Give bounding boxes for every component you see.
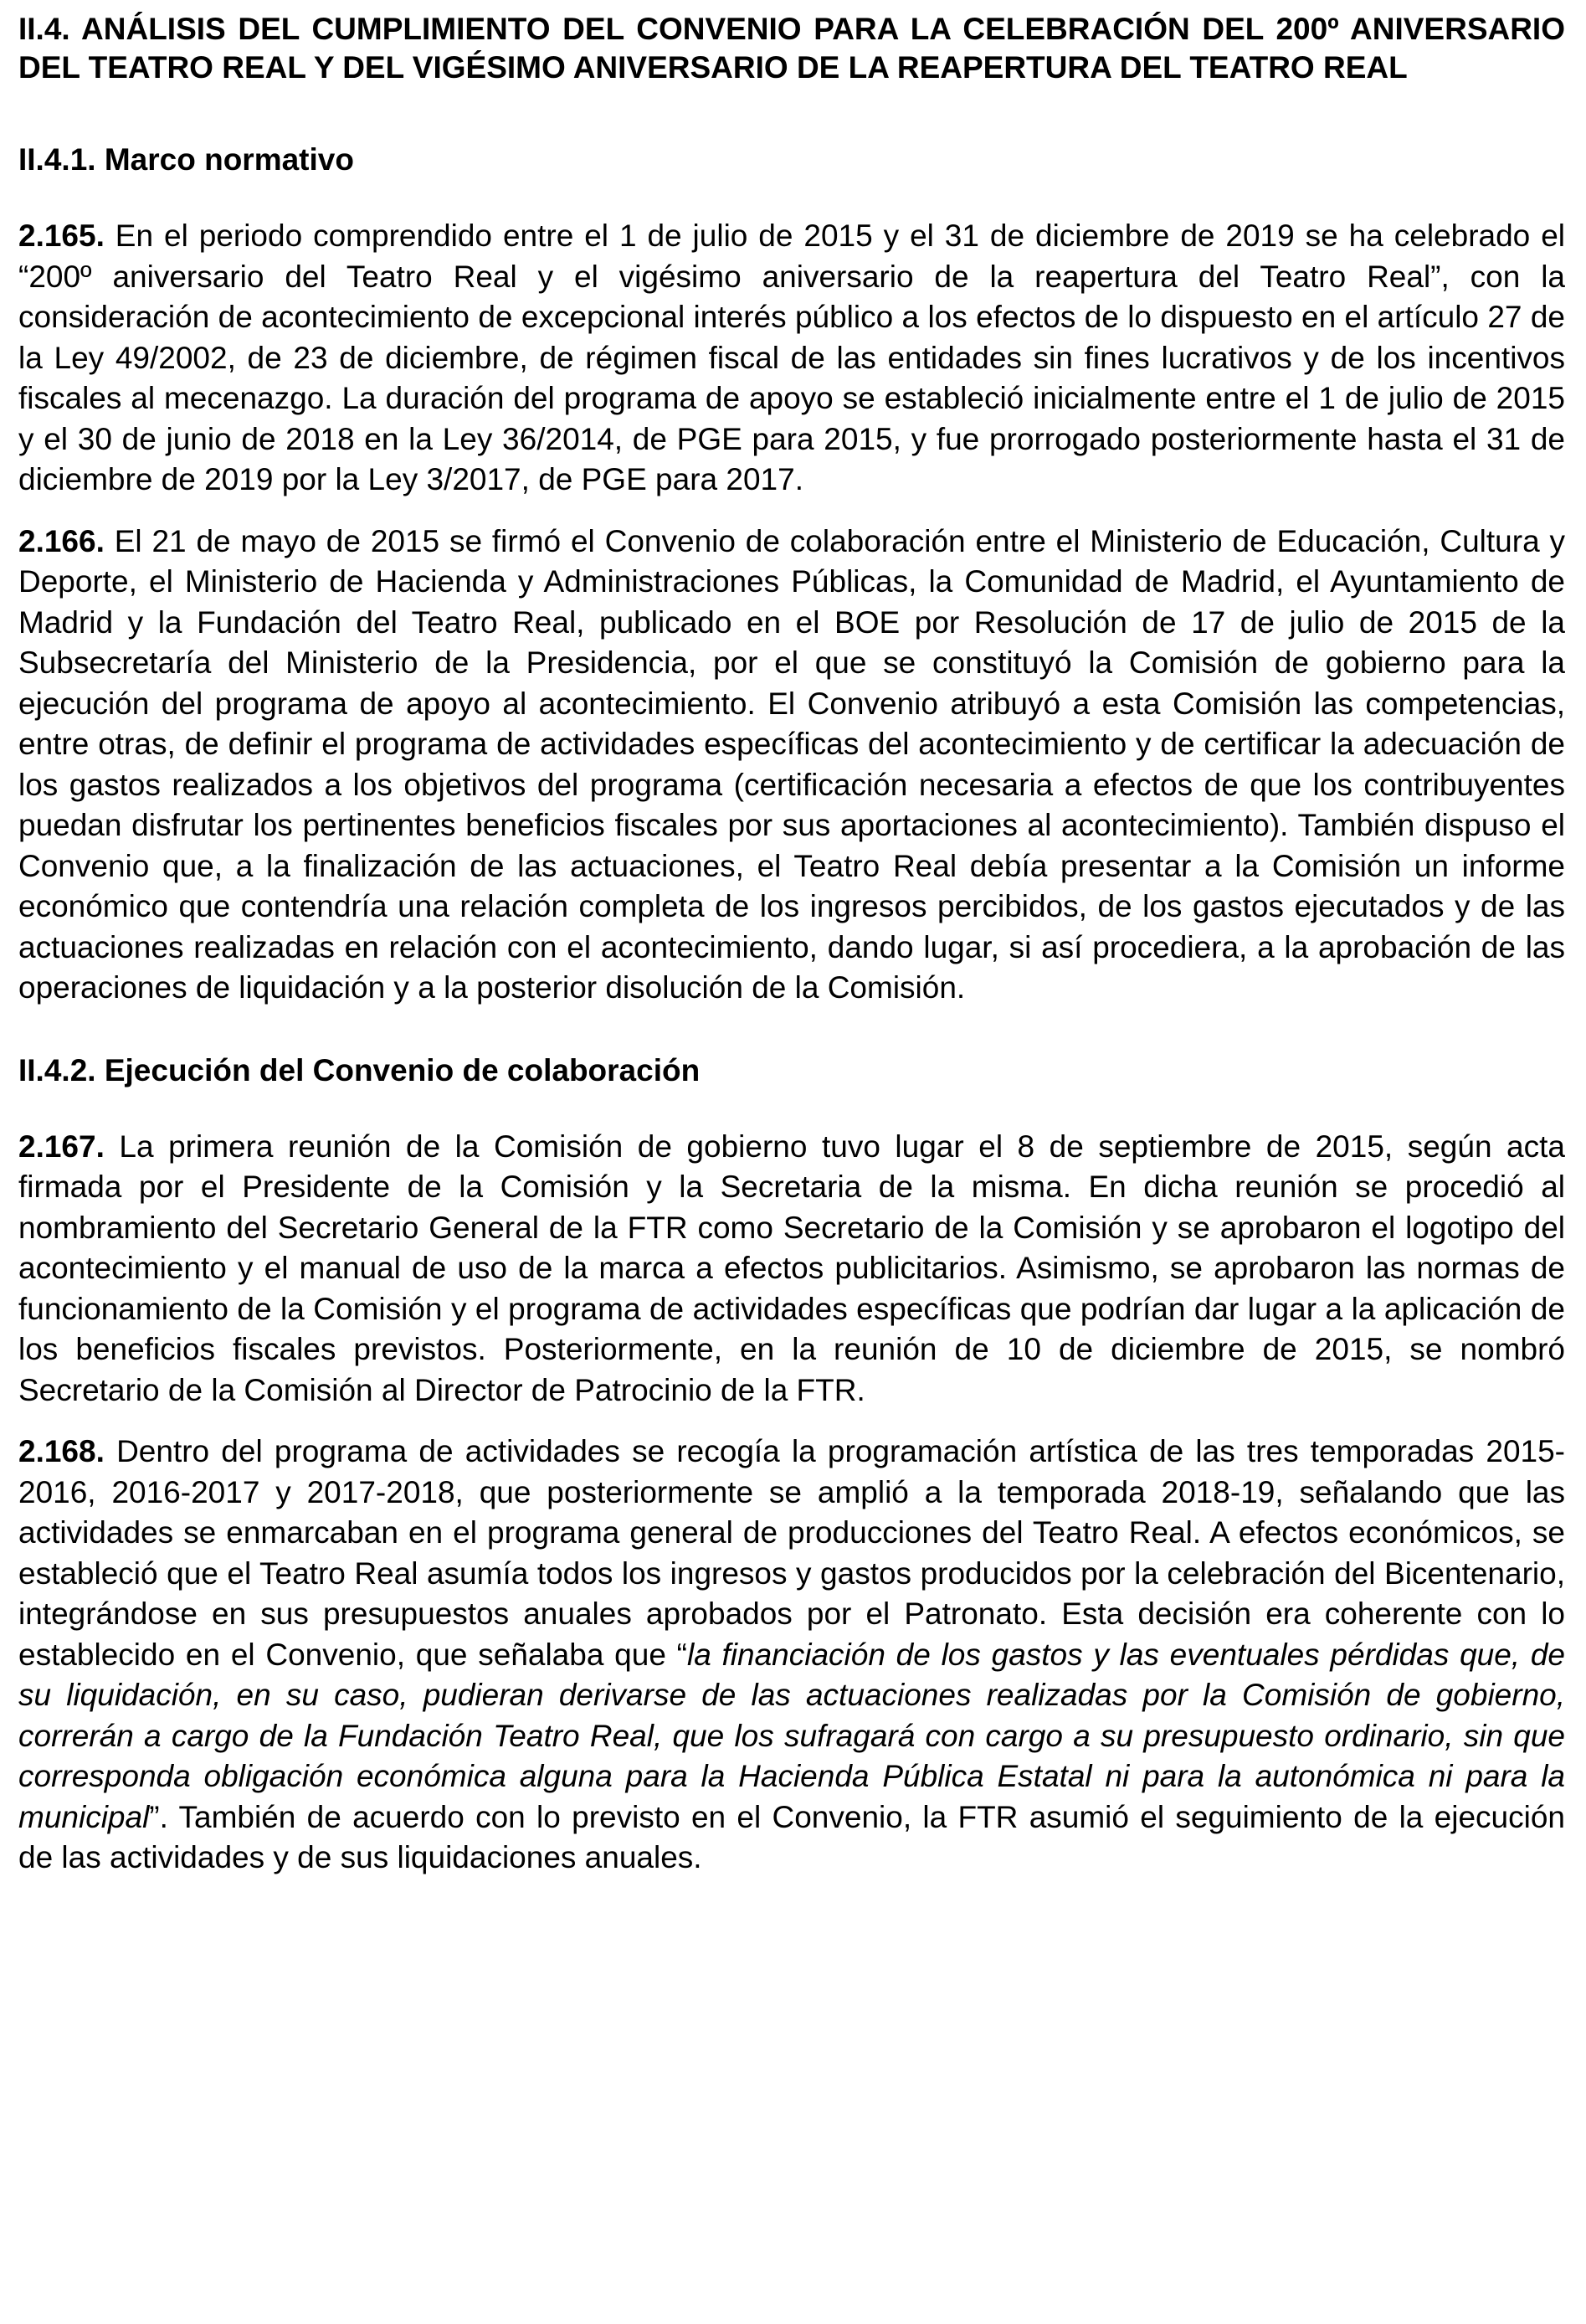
subsection-heading-ejecucion-convenio: II.4.2. Ejecución del Convenio de colaboración — [18, 1052, 701, 1087]
paragraph-text: Dentro del programa de actividades se recogía la programación artística de las tres temporadas 2015-2016, 2016-2017 y 2017-2018, que posteriormente se amplió a la temporada 2018-19, señalando que las actividades se enmarcaban en el programa general de producciones del Teatro Real. A efectos económicos, se estableció que el Teatro Real asumía todos los ingresos y gastos producidos por la celebración del Bicentenario, integrándose en sus presupuestos anuales aprobados por el Patronato. Esta decisión era coherente con lo establecido en el Convenio, que señalaba que “ — [18, 1434, 1565, 1672]
convenio-quote: la financiación de los gastos y las eventuales pérdidas que, de su liquidación, en su caso, pudieran derivarse de las actuaciones realizadas por la Comisión de gobierno, correrán a cargo de la Fundación Teatro Real, que los sufragará con cargo a su presupuesto ordinario, sin que corresponda obligación económica alguna para la Hacienda Pública Estatal ni para la autonómica ni para la municipal — [18, 1637, 1565, 1834]
paragraph-number: 2.168. — [18, 1434, 105, 1468]
paragraph-text: La primera reunión de la Comisión de gobierno tuvo lugar el 8 de septiembre de 2015, según acta firmada por el Presidente de la Comisión y la Secretaria de la misma. En dicha reunión se procedió al nombramiento del Secretario General de la FTR como Secretario de la Comisión y se aprobaron el logotipo del acontecimiento y el manual de uso de la marca a efectos publicitarios. Asimismo, se aprobaron las normas de funcionamiento de la Comisión y el programa de actividades específicas que podrían dar lugar a la aplicación de los beneficios fiscales previstos. Posteriormente, en la reunión de 10 de diciembre de 2015, se nombró Secretario de la Comisión al Director de Patrocinio de la FTR. — [18, 1129, 1565, 1407]
paragraph-number: 2.165. — [18, 219, 105, 253]
spacer — [18, 179, 1565, 216]
paragraph-number: 2.166. — [18, 523, 105, 558]
spacer — [18, 1009, 1565, 1051]
spacer — [18, 501, 1565, 522]
subsection-heading-marco-normativo: II.4.1. Marco normativo — [18, 142, 354, 177]
paragraph-text-end: ”. También de acuerdo con lo previsto en el Convenio, la FTR asumió el seguimiento de la ejecución de las actividades y de sus liquidaciones anuales. — [18, 1799, 1565, 1874]
paragraph-2-167 — [18, 1127, 1565, 1411]
paragraph-2-165 — [18, 216, 1565, 501]
paragraph-2-166 — [18, 522, 1565, 1009]
document-page — [18, 10, 1565, 1879]
paragraph-text: El 21 de mayo de 2015 se firmó el Convenio de colaboración entre el Ministerio de Educación, Cultura y Deporte, el Ministerio de Hacienda y Administraciones Públicas, la Comunidad de Madrid, el Ayuntamiento de Madrid y la Fundación del Teatro Real, publicado en el BOE por Resolución de 17 de julio de 2015 de la Subsecretaría del Ministerio de la Presidencia, por el que se constituyó la Comisión de gobierno para la ejecución del programa de apoyo al acontecimiento. El Convenio atribuyó a esta Comisión las competencias, entre otras, de definir el programa de actividades específicas del acontecimiento y de certificar la adecuación de los gastos realizados a los objetivos del programa (certificación necesaria a efectos de que los contribuyentes puedan disfrutar los pertinentes beneficios fiscales por sus aportaciones al acontecimiento). También dispuso el Convenio que, a la finalización de las actuaciones, el Teatro Real debía presentar a la Comisión un informe económico que contendría una relación completa de los ingresos percibidos, de los gastos ejecutados y de las actuaciones realizadas en relación con el acontecimiento, dando lugar, si así procediera, a la aprobación de las operaciones de liquidación y a la posterior disolución de la Comisión. — [18, 523, 1565, 1005]
section-heading: II.4. ANÁLISIS DEL CUMPLIMIENTO DEL CONVENIO PARA LA CELEBRACIÓN DEL 200º ANIVERSARIO DEL TEATRO REAL Y DEL VIGÉSIMO ANIVERSARIO DE LA REAPERTURA DEL TEATRO REAL — [18, 12, 1565, 85]
paragraph-text: En el periodo comprendido entre el 1 de julio de 2015 y el 31 de diciembre de 2019 se ha celebrado el “200º aniversario del Teatro Real y el vigésimo aniversario de la reapertura del Teatro Real”, con la consideración de acontecimiento de excepcional interés público a los efectos de lo dispuesto en el artículo 27 de la Ley 49/2002, de 23 de diciembre, de régimen fiscal de las entidades sin fines lucrativos y de los incentivos fiscales al mecenazgo. La duración del programa de apoyo se estableció inicialmente entre el 1 de julio de 2015 y el 30 de junio de 2018 en la Ley 36/2014, de PGE para 2015, y fue prorrogado posteriormente hasta el 31 de diciembre de 2019 por la Ley 3/2017, de PGE para 2017. — [18, 219, 1565, 496]
spacer — [18, 87, 1565, 141]
paragraph-number: 2.167. — [18, 1129, 105, 1164]
spacer — [18, 1090, 1565, 1127]
spacer — [18, 1411, 1565, 1432]
paragraph-2-168 — [18, 1432, 1565, 1879]
